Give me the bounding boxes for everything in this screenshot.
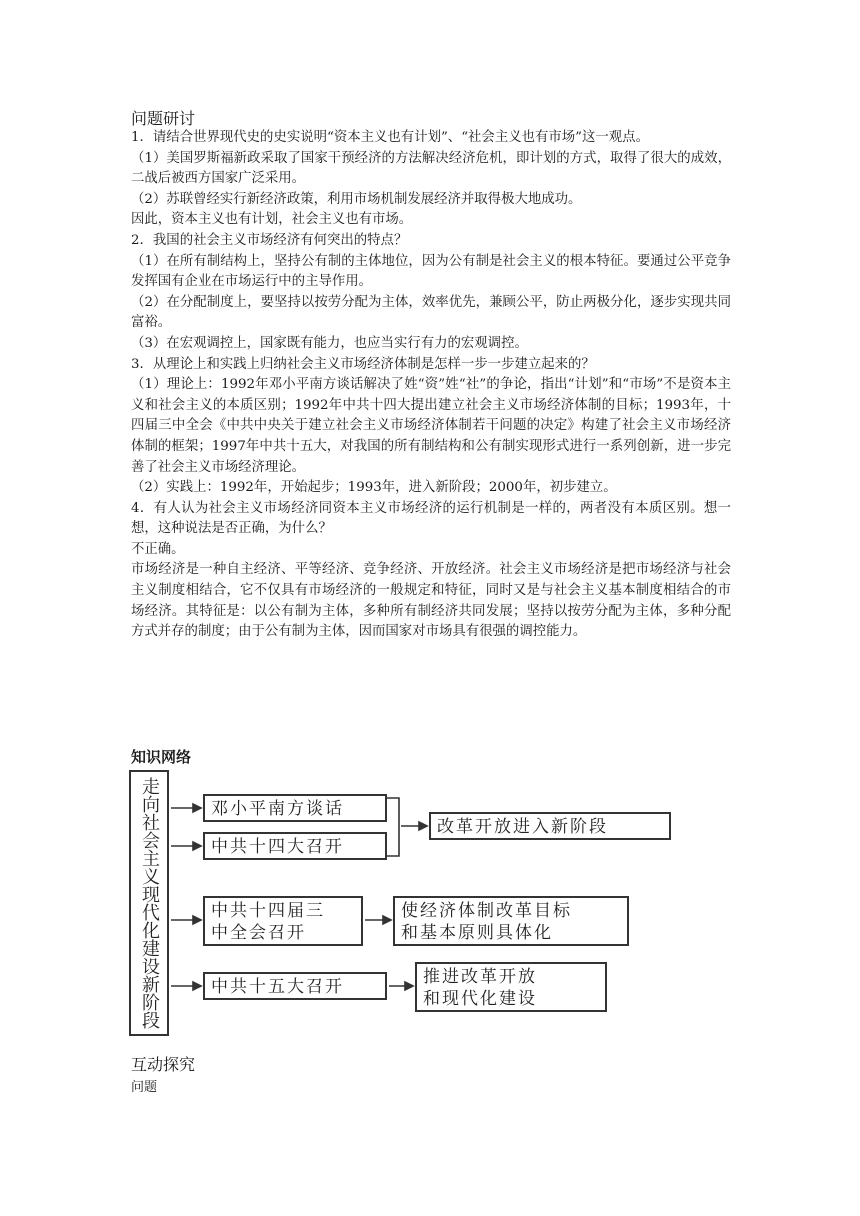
paragraph: 3．从理论上和实践上归纳社会主义市场经济体制是怎样一步一步建立起来的？ [131, 356, 595, 372]
box-line: 和现代化建设 [423, 989, 537, 1009]
box-line: 和基本原则具体化 [401, 923, 553, 943]
paragraph: 因此，资本主义也有计划，社会主义也有市场。 [131, 212, 413, 228]
paragraph: （1）在所有制结构上，坚持公有制的主体地位，因为公有制是社会主义的根本特征。要通过公平竞争发挥国有企业在市场运行中的主导作用。 [131, 253, 731, 290]
knowledge-diagram [125, 768, 645, 1040]
diagram-box-deng-southern-talks: 邓小平南方谈话 [203, 794, 387, 822]
diagram-result-promote-reform [415, 962, 607, 1012]
section-title-discussion: 问题研讨 [131, 109, 196, 128]
paragraph: 2．我国的社会主义市场经济有何突出的特点？ [131, 232, 408, 248]
question-label: 问题 [131, 1080, 158, 1095]
box-line: 中全会召开 [211, 923, 306, 943]
box-line: 中共十四届三 [211, 901, 325, 921]
paragraph: （2）在分配制度上，要坚持以按劳分配为主体，效率优先，兼顾公平，防止两极分化，逐步实现共同富裕。 [131, 294, 731, 331]
paragraph: 1．请结合世界现代史的史实说明“资本主义也有计划”、“社会主义也有市场”这一观点。 [131, 130, 649, 145]
diagram-result-new-stage: 改革开放进入新阶段 [429, 812, 671, 840]
diagram-box-14th-congress: 中共十四大召开 [203, 832, 387, 860]
paragraph: （1）美国罗斯福新政采取了国家干预经济的方法解决经济危机，即计划的方式，取得了很大的成效，二战后被西方国家广泛采用。 [131, 150, 731, 187]
diagram-result-reform-goals [393, 896, 629, 946]
section-title-interactive-exploration: 互动探究 [131, 1055, 196, 1074]
paragraph: 不正确。 [131, 541, 185, 557]
box-line: 推进改革开放 [423, 967, 537, 987]
paragraph: （2）实践上：1992年，开始起步；1993年，进入新阶段；2000年，初步建立。 [131, 480, 617, 496]
paragraph: （1）理论上：1992年邓小平南方谈话解决了姓“资”姓“社”的争论，指出“计划”和“市场”不是资本主义和社会主义的本质区别；1992年中共十四大提出建立社会主义市场经济体制的目标；1993年，十四届三中全会《中共中央关于建立社会主义市场经济体制若干问题的决定》构建了社会主义市场经济体制的框架；1997年中共十五大，对我国的所有制结构和公有制实现形式进行一系列创新，进一步完善了社会主义市场经济理论。 [131, 377, 731, 475]
diagram-root-box: 走向社会主义现代化建设新阶段 [129, 770, 169, 1036]
box-line: 使经济体制改革目标 [401, 901, 572, 921]
paragraph: （3）在宏观调控上，国家既有能力，也应当实行有力的宏观调控。 [131, 335, 528, 351]
diagram-box-15th-congress: 中共十五大召开 [203, 972, 387, 1000]
paragraph: 4．有人认为社会主义市场经济同资本主义市场经济的运行机制是一样的，两者没有本质区别。想一想，这种说法是否正确，为什么？ [131, 500, 731, 537]
paragraph: （2）苏联曾经实行新经济政策，利用市场机制发展经济并取得极大地成功。 [131, 191, 582, 207]
diagram-box-14th-third-plenum [203, 896, 363, 946]
section-title-knowledge-network: 知识网络 [131, 748, 192, 766]
discussion-text [131, 128, 731, 643]
paragraph: 市场经济是一种自主经济、平等经济、竞争经济、开放经济。社会主义市场经济是把市场经济与社会主义制度相结合，它不仅具有市场经济的一般规定和特征，同时又是与社会主义基本制度相结合的市场经济。其特征是：以公有制为主体，多种所有制经济共同发展；坚持以按劳分配为主体，多种分配方式并存的制度；由于公有制为主体，因而国家对市场具有很强的调控能力。 [131, 562, 731, 640]
